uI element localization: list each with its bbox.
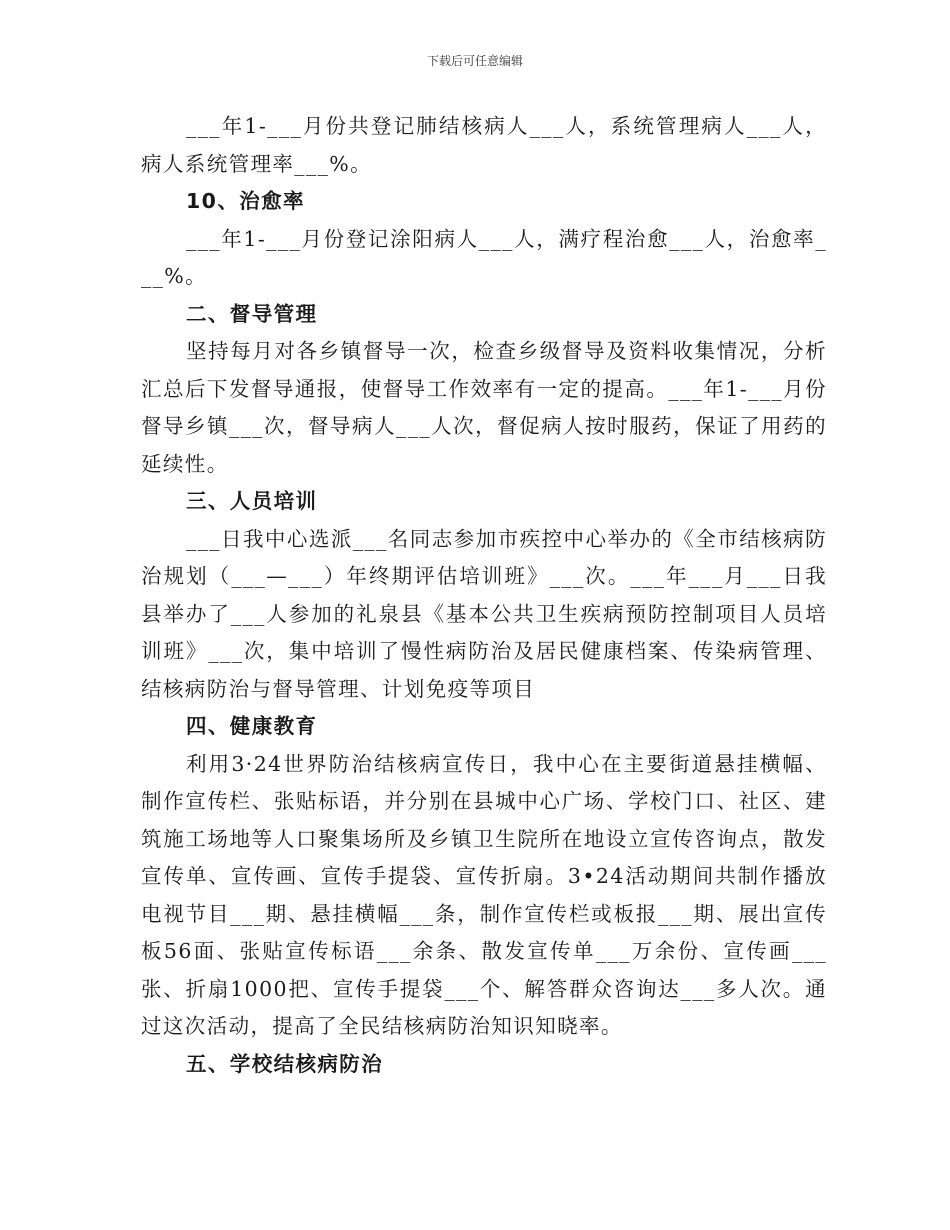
document-body [141,108,827,1083]
paragraph-supervision: 坚持每月对各乡镇督导一次，检查乡级督导及资料收集情况，分析汇总后下发督导通报，使督导工作效率有一定的提高。___年1-___月份督导乡镇___次，督导病人___人次，督促病人按时服药，保证了用药的延续性。 [141,339,827,476]
paragraph-cure-rate: ___年1-___月份登记涂阳病人___人，满疗程治愈___人，治愈率___%。 [141,226,827,288]
paragraph-tb-registration: ___年1-___月份共登记肺结核病人___人，系统管理病人___人，病人系统管理率___%。 [141,114,827,176]
heading-training: 三、人员培训 [186,489,318,513]
paragraph-training: ___日我中心选派___名同志参加市疾控中心举办的《全市结核病防治规划（___—___）年终期评估培训班》___次。___年___月___日我县举办了___人参加的礼泉县《基本公共卫生疾病预防控制项目人员培训班》___次，集中培训了慢性病防治及居民健康档案、传染病管理、结核病防治与督导管理、计划免疫等项目 [141,526,827,701]
heading-cure-rate: 10、治愈率 [186,189,305,213]
heading-school-tb: 五、学校结核病防治 [186,1051,384,1076]
paragraph-health-education: 利用3·24世界防治结核病宣传日，我中心在主要街道悬挂横幅、制作宣传栏、张贴标语，并分别在县城中心广场、学校门口、社区、建筑施工场地等人口聚集场所及乡镇卫生院所在地设立宣传咨询点，散发宣传单、宣传画、宣传手提袋、宣传折扇。3•24活动期间共制作播放电视节目___期、悬挂横幅___条，制作宣传栏或板报___期、展出宣传板56面、张贴宣传标语___余条、散发宣传单___万余份、宣传画___张、折扇1000把、宣传手提袋___个、解答群众咨询达___多人次。通过这次活动，提高了全民结核病防治知识知晓率。 [141,751,827,1038]
page-header: 下载后可任意编辑 [426,54,523,68]
heading-health-education: 四、健康教育 [186,714,318,738]
heading-supervision: 二、督导管理 [186,301,318,326]
